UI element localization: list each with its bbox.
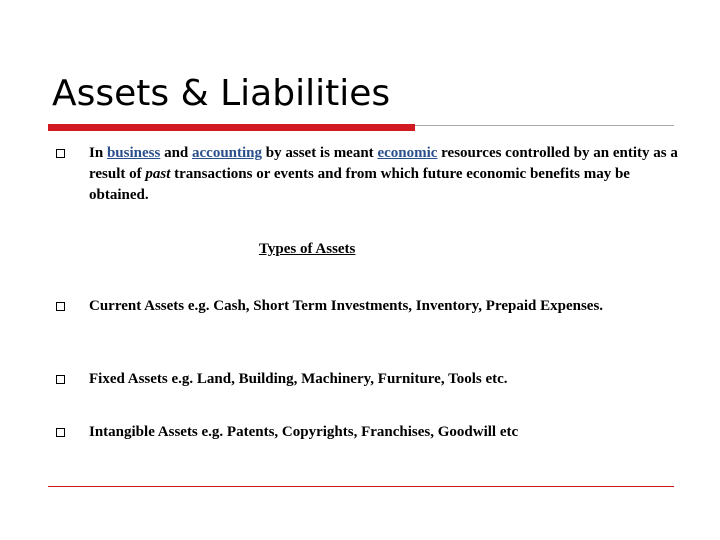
business-link[interactable]: business bbox=[106, 145, 161, 161]
footer-divider-line bbox=[48, 486, 674, 487]
square-bullet-icon bbox=[56, 149, 65, 158]
definition-text: and bbox=[160, 145, 192, 161]
accounting-link[interactable]: accounting bbox=[192, 145, 263, 161]
square-bullet-icon bbox=[56, 375, 65, 384]
square-bullet-icon bbox=[56, 428, 65, 437]
slide-title: Assets & Liabilities bbox=[52, 73, 391, 114]
definition-text: In bbox=[89, 145, 107, 161]
asset-definition bbox=[89, 143, 679, 206]
definition-text: transactions or events and from which future economic benefits may be obtained. bbox=[89, 166, 630, 203]
types-of-assets-heading: Types of Assets bbox=[259, 241, 356, 257]
asset-type-item: Intangible Assets e.g. Patents, Copyrights, Franchises, Goodwill etc bbox=[89, 424, 519, 440]
definition-italic-text: past bbox=[145, 166, 171, 182]
asset-type-item: Fixed Assets e.g. Land, Building, Machinery, Furniture, Tools etc. bbox=[89, 371, 508, 387]
square-bullet-icon bbox=[56, 302, 65, 311]
definition-text: resources controlled by an entity as a result of bbox=[89, 145, 678, 182]
asset-type-item: Current Assets e.g. Cash, Short Term Investments, Inventory, Prepaid Expenses. bbox=[89, 298, 604, 314]
definition-text: by asset is meant bbox=[262, 145, 378, 161]
title-accent-bar bbox=[48, 124, 415, 131]
economic-link[interactable]: economic bbox=[377, 145, 438, 161]
